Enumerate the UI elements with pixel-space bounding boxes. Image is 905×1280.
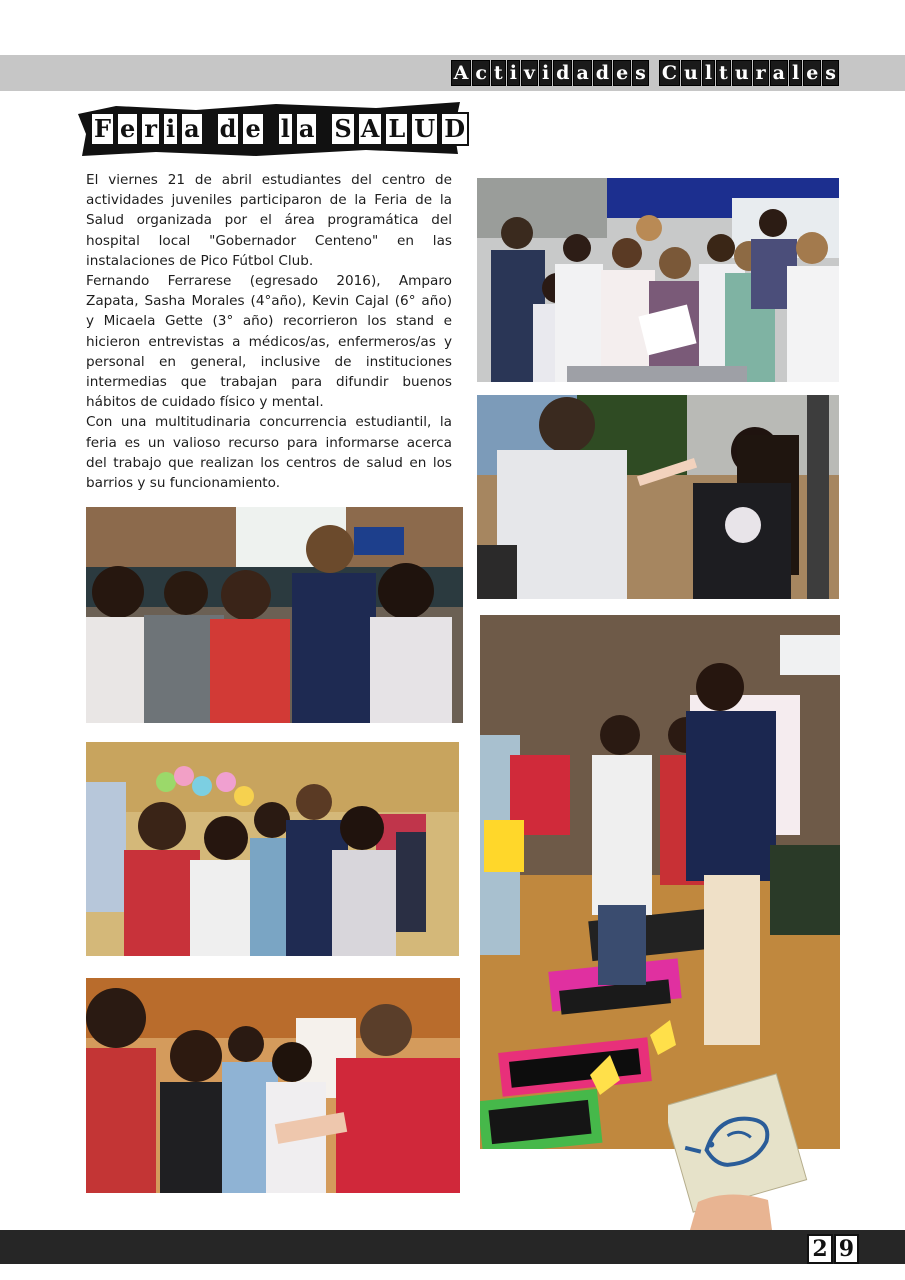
article-title-word xyxy=(330,112,469,146)
section-title-letter: e xyxy=(803,60,821,86)
photo-students-stand xyxy=(477,178,839,382)
section-title-word xyxy=(659,60,839,86)
article-body xyxy=(86,170,452,493)
bird-illustration-card xyxy=(668,1070,818,1230)
section-title-letter: u xyxy=(732,60,752,86)
section-title-letter: u xyxy=(681,60,701,86)
page-number-word xyxy=(807,1234,859,1264)
page-number xyxy=(807,1234,859,1264)
section-title-letter: i xyxy=(507,60,520,86)
article-title-letter: L xyxy=(384,112,409,146)
section-title-letter: d xyxy=(593,60,612,86)
article-title-letter: l xyxy=(277,112,294,146)
section-title-letter: a xyxy=(573,60,591,86)
article-title-letter: e xyxy=(241,112,264,146)
article-title-word xyxy=(277,112,319,146)
article-title-letter: i xyxy=(162,112,179,146)
section-title-letter: s xyxy=(822,60,839,86)
article-title-letter: a xyxy=(295,112,319,146)
article-title-letter: e xyxy=(116,112,139,146)
section-title-letter: a xyxy=(770,60,788,86)
section-title-letter: r xyxy=(753,60,769,86)
photo-hopscotch-game xyxy=(480,615,840,1149)
section-title-letter: e xyxy=(613,60,631,86)
article-title-word xyxy=(90,112,204,146)
section-title-letter: C xyxy=(659,60,680,86)
article-paragraph: El viernes 21 de abril estudiantes del centro de actividades juveniles participaron de la Feria de la Salud organizada por el área programática del hospital local "Gobernador Centeno" en las instalaciones de Pico Fútbol Club. xyxy=(86,172,452,269)
article-title-letter: U xyxy=(410,112,439,146)
article-title-letter: F xyxy=(90,112,115,146)
article-title-letter: d xyxy=(216,112,241,146)
section-title-letter: v xyxy=(521,60,538,86)
section-title xyxy=(451,60,839,86)
section-title-letter: A xyxy=(451,60,472,86)
article-title-letter: a xyxy=(180,112,204,146)
article-title-letter: D xyxy=(440,112,469,146)
article-title-banner xyxy=(76,100,466,158)
article-paragraph: Con una multitudinaria concurrencia estudiantil, la feria es un valioso recurso para informarse acerca del trabajo que realizan los centros de salud en los barrios y su funcionamiento. xyxy=(86,414,452,492)
article-title-letter: r xyxy=(140,112,161,146)
photo-interview-outdoor xyxy=(477,395,839,599)
footer-band xyxy=(0,1230,905,1264)
section-title-letter: t xyxy=(491,60,506,86)
photo-nurse-explaining xyxy=(86,978,460,1193)
section-title-letter: s xyxy=(632,60,649,86)
article-title-letter: S xyxy=(330,112,355,146)
article-title xyxy=(90,112,469,146)
section-title-letter: l xyxy=(789,60,802,86)
section-title-letter: c xyxy=(472,60,490,86)
photo-students-balloons xyxy=(86,742,459,956)
section-title-word xyxy=(451,60,649,86)
page-number-letter: 9 xyxy=(834,1234,859,1264)
photo-students-gym-group xyxy=(86,507,463,723)
article-title-letter: A xyxy=(357,112,384,146)
article-title-word xyxy=(216,112,265,146)
section-title-letter: t xyxy=(716,60,731,86)
page-number-letter: 2 xyxy=(807,1234,832,1264)
section-title-letter: l xyxy=(702,60,715,86)
article-paragraph: Fernando Ferrarese (egresado 2016), Amparo Zapata, Sasha Morales (4°año), Kevin Cajal (6° año) y Micaela Gette (3° año) recorrieron los stand e hicieron entrevistas a médicos/as, enfermeros/as y personal en general, inclusive de instituciones intermedias que trabajan para difundir buenos hábitos de cuidado físico y mental. xyxy=(86,273,452,411)
section-title-letter: i xyxy=(539,60,552,86)
section-title-letter: d xyxy=(553,60,572,86)
